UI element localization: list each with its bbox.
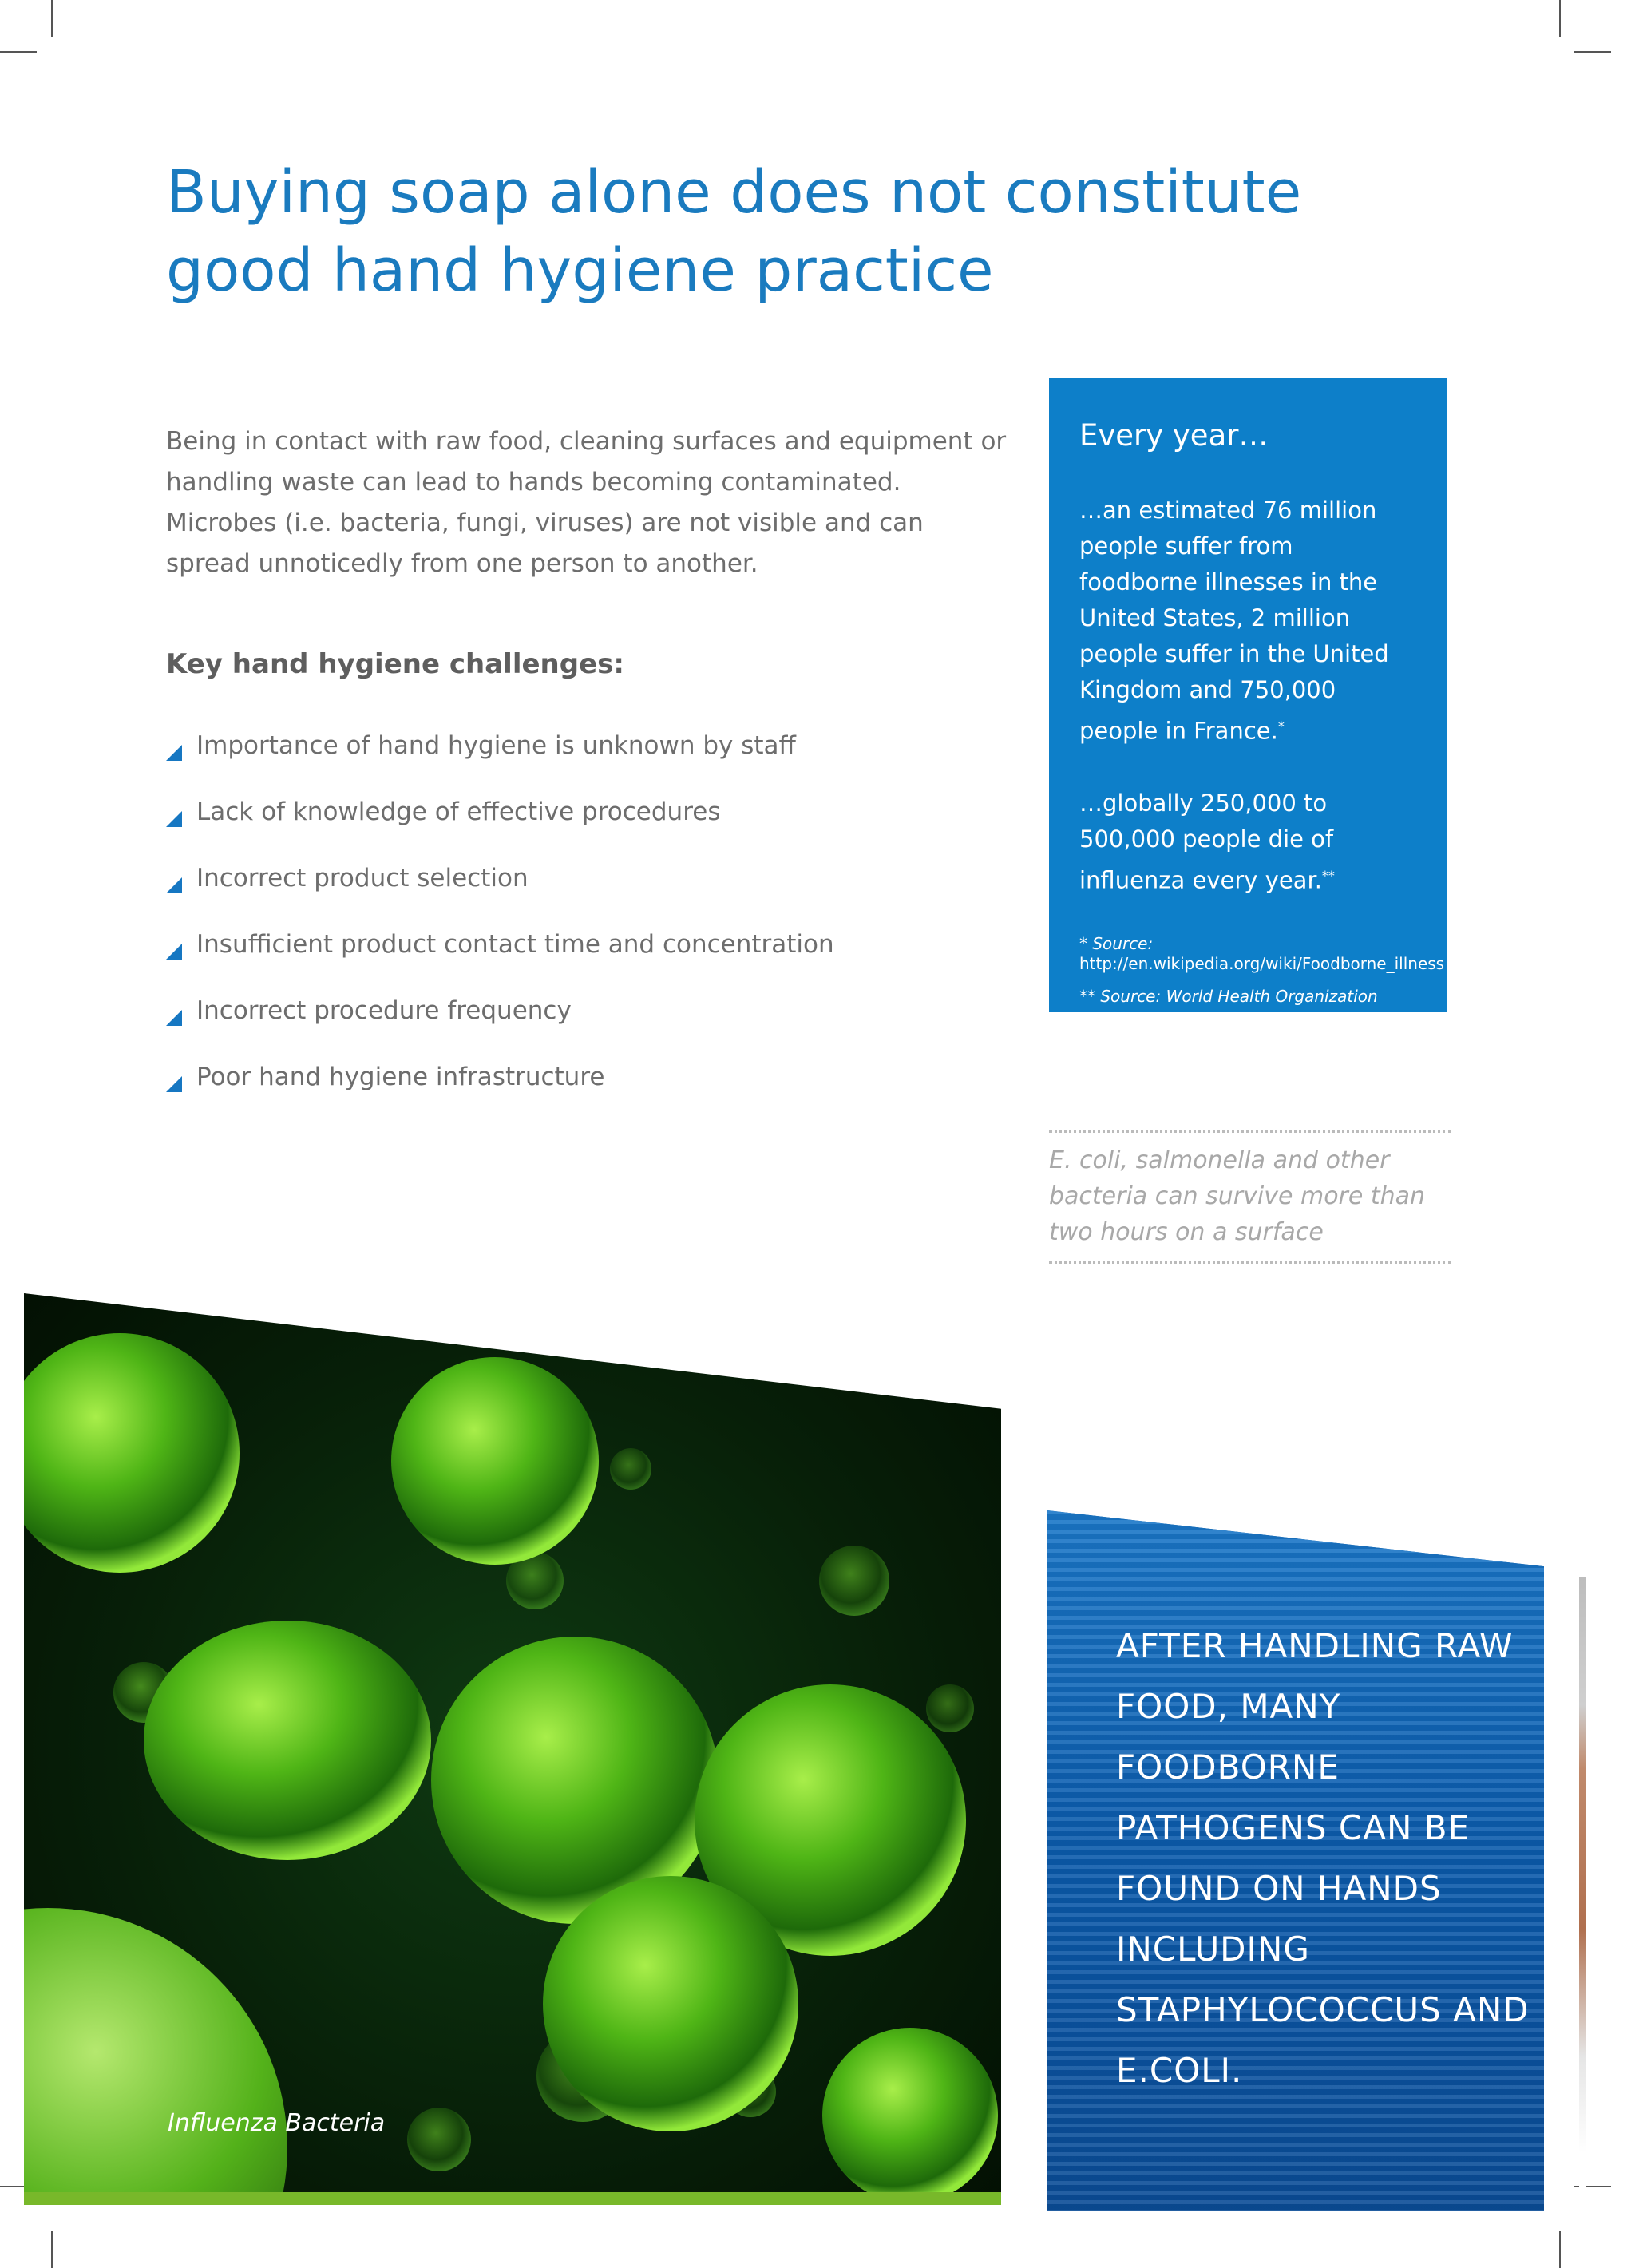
source-label: * Source: <box>1079 934 1154 954</box>
list-item <box>166 864 834 930</box>
stats-box <box>1049 378 1447 1012</box>
stats-paragraph-foodborne <box>1079 493 1416 750</box>
bacteria-photo <box>24 1293 1001 2203</box>
list-item-text: Insufficient product contact time and concentration <box>196 930 834 959</box>
stats-heading: Every year… <box>1079 418 1269 453</box>
list-item-text: Incorrect procedure frequency <box>196 996 572 1025</box>
photo-caption: Influenza Bacteria <box>168 2109 386 2137</box>
list-item-text: Poor hand hygiene infrastructure <box>196 1063 605 1091</box>
page-title: Buying soap alone does not constitute good hand hygiene practice <box>166 158 1302 305</box>
challenges-list <box>166 731 834 1129</box>
triangle-bullet-icon <box>166 811 182 827</box>
footnote-mark: ** <box>1321 867 1335 883</box>
triangle-bullet-icon <box>166 1076 182 1092</box>
triangle-bullet-icon <box>166 1010 182 1026</box>
footnote-mark: * <box>1277 718 1285 734</box>
crop-mark-top-right-v <box>1559 0 1561 37</box>
crop-mark-bottom-left-v <box>51 2231 53 2268</box>
crop-mark-top-right-h <box>1574 51 1611 53</box>
list-item <box>166 930 834 996</box>
list-item-text: Lack of knowledge of effective procedures <box>196 798 721 826</box>
list-item-text: Importance of hand hygiene is unknown by staff <box>196 731 796 760</box>
crop-mark-bottom-right-v <box>1559 2231 1561 2268</box>
triangle-bullet-icon <box>166 877 182 893</box>
list-item <box>166 731 834 798</box>
stats-text: …globally 250,000 to 500,000 people die of influenza every year. <box>1079 789 1334 894</box>
pull-quote: E. coli, salmonella and other bacteria can survive more than two hours on a surface <box>1049 1130 1451 1264</box>
source-who: ** Source: World Health Organization <box>1079 987 1378 1007</box>
triangle-bullet-icon <box>166 745 182 761</box>
stats-paragraph-influenza <box>1079 786 1416 899</box>
green-accent-bar <box>24 2192 1001 2205</box>
page-edge-strip <box>1579 1577 1586 2216</box>
list-item <box>166 996 834 1063</box>
source-link[interactable]: http://en.wikipedia.org/wiki/Foodborne_illness <box>1079 954 1445 974</box>
triangle-bullet-icon <box>166 944 182 960</box>
challenges-heading: Key hand hygiene challenges: <box>166 648 624 680</box>
list-item-text: Incorrect product selection <box>196 864 529 893</box>
intro-paragraph: Being in contact with raw food, cleaning surfaces and equipment or handling waste can lead to hands becoming contaminated. Microbes (i.e. bacteria, fungi, viruses) are not visible and can spread unnoticedly from one person to another. <box>166 427 1007 578</box>
crop-mark-top-left-v <box>51 0 53 37</box>
blue-panel-text: AFTER HANDLING RAW FOOD, MANY FOODBORNE PATHOGENS CAN BE FOUND ON HANDS INCLUDING STAPHYLOCOCCUS AND E.COLI. <box>1116 1626 1530 2090</box>
list-item <box>166 1063 834 1129</box>
stats-text: …an estimated 76 million people suffer from foodborne illnesses in the United States, 2 million people suffer in the United Kingdom and 750,000 people in France. <box>1079 497 1389 745</box>
list-item <box>166 798 834 864</box>
crop-mark-top-left-h <box>0 51 37 53</box>
bacteria-illustration <box>24 1293 1001 2203</box>
